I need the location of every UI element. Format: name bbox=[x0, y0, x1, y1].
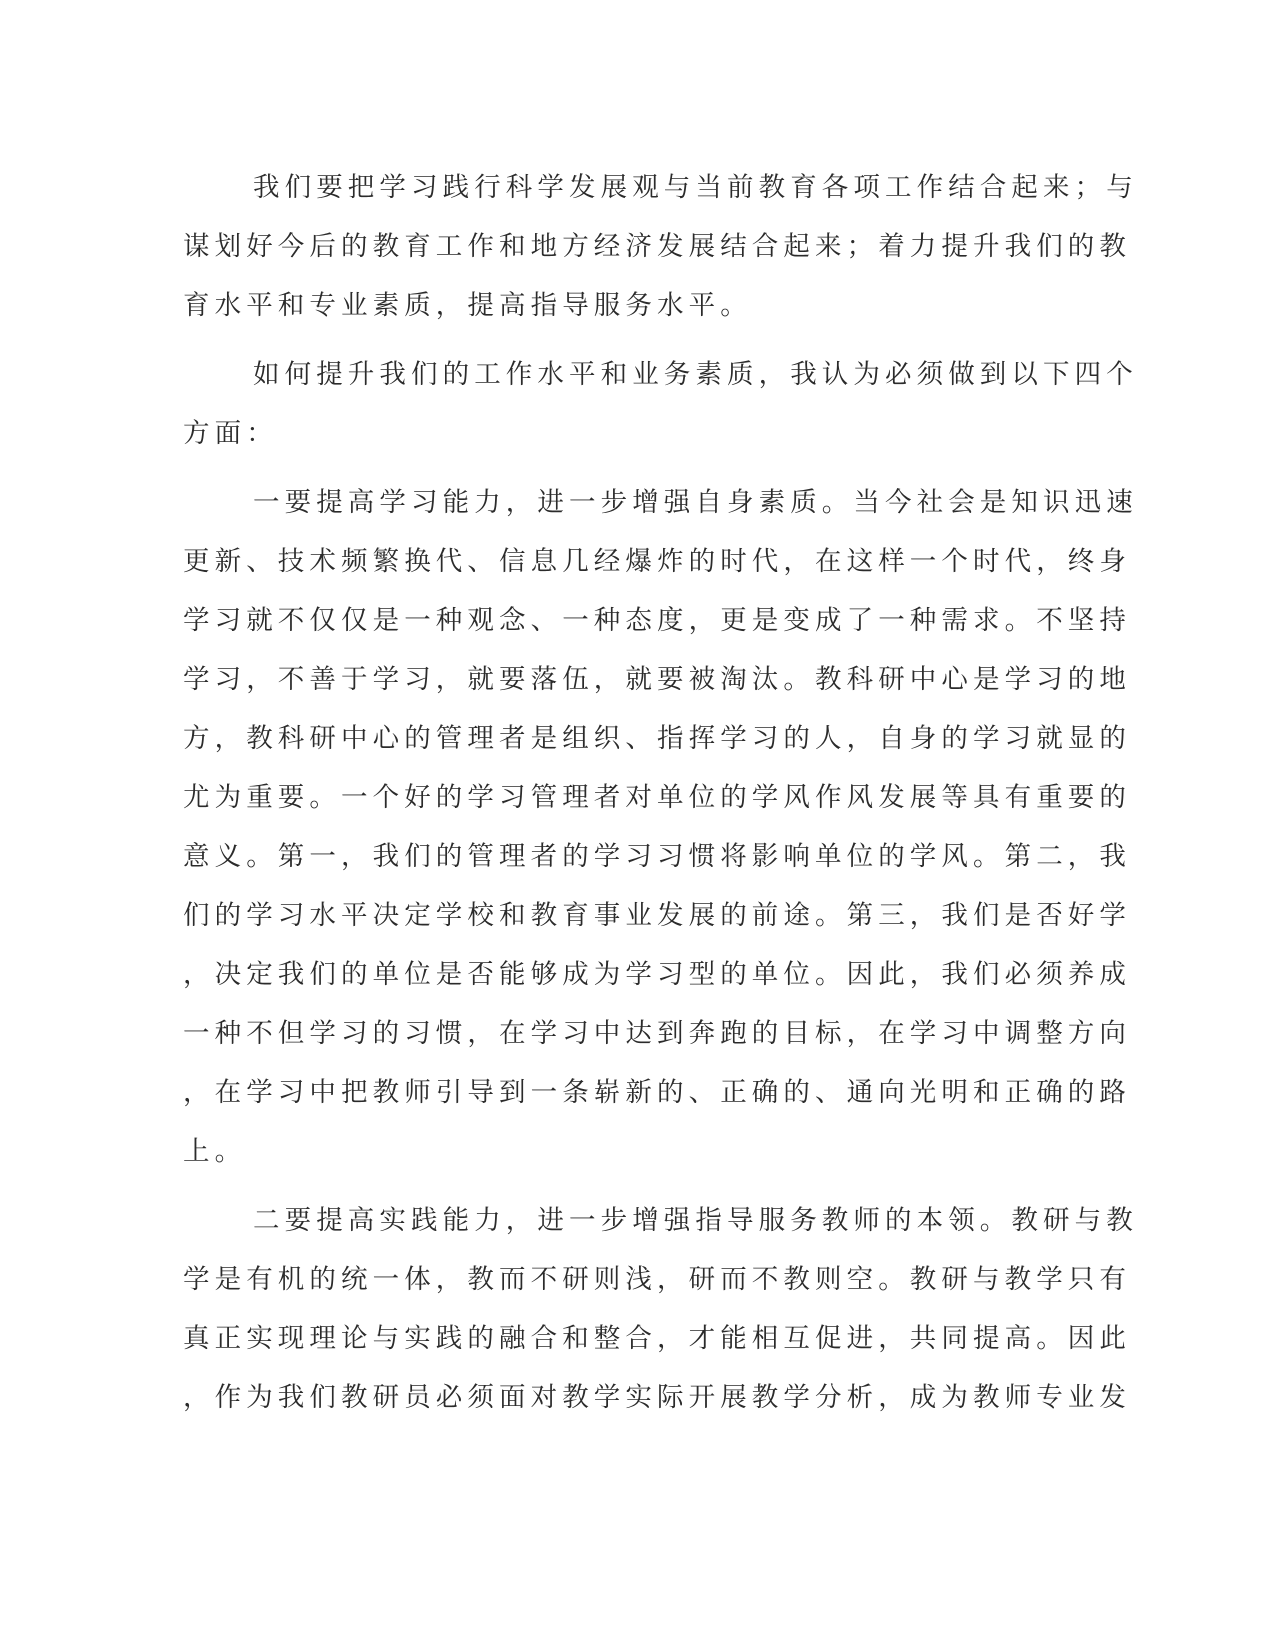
paragraph-3-line-4: 学习，不善于学习，就要落伍，就要被淘汰。教科研中心是学习的地 bbox=[183, 664, 1131, 695]
paragraph-3-line-12: 上。 bbox=[183, 1136, 247, 1167]
paragraph-3-line-5: 方，教科研中心的管理者是组织、指挥学习的人，自身的学习就显的 bbox=[183, 723, 1131, 754]
paragraph-2-line-2: 方面： bbox=[183, 418, 278, 449]
paragraph-4-line-1: 二要提高实践能力，进一步增强指导服务教师的本领。教研与教 bbox=[253, 1205, 1138, 1236]
paragraph-3-line-8: 们的学习水平决定学校和教育事业发展的前途。第三，我们是否好学 bbox=[183, 900, 1131, 931]
paragraph-4-line-4: ，作为我们教研员必须面对教学实际开展教学分析，成为教师专业发 bbox=[183, 1382, 1131, 1413]
paragraph-2-line-1: 如何提升我们的工作水平和业务素质，我认为必须做到以下四个 bbox=[253, 359, 1138, 390]
paragraph-1-line-1: 我们要把学习践行科学发展观与当前教育各项工作结合起来；与 bbox=[253, 172, 1138, 203]
paragraph-3-line-2: 更新、技术频繁换代、信息几经爆炸的时代，在这样一个时代，终身 bbox=[183, 546, 1131, 577]
paragraph-1-line-2: 谋划好今后的教育工作和地方经济发展结合起来；着力提升我们的教 bbox=[183, 231, 1131, 262]
paragraph-4-line-2: 学是有机的统一体，教而不研则浅，研而不教则空。教研与教学只有 bbox=[183, 1264, 1131, 1295]
paragraph-3-line-3: 学习就不仅仅是一种观念、一种态度，更是变成了一种需求。不坚持 bbox=[183, 605, 1131, 636]
paragraph-3-line-6: 尤为重要。一个好的学习管理者对单位的学风作风发展等具有重要的 bbox=[183, 782, 1131, 813]
paragraph-3-line-10: 一种不但学习的习惯，在学习中达到奔跑的目标，在学习中调整方向 bbox=[183, 1018, 1131, 1049]
paragraph-3-line-7: 意义。第一，我们的管理者的学习习惯将影响单位的学风。第二，我 bbox=[183, 841, 1131, 872]
paragraph-1-line-3: 育水平和专业素质，提高指导服务水平。 bbox=[183, 290, 752, 321]
paragraph-3-line-9: ，决定我们的单位是否能够成为学习型的单位。因此，我们必须养成 bbox=[183, 959, 1131, 990]
paragraph-3-line-11: ，在学习中把教师引导到一条崭新的、正确的、通向光明和正确的路 bbox=[183, 1077, 1131, 1108]
paragraph-3-line-1: 一要提高学习能力，进一步增强自身素质。当今社会是知识迅速 bbox=[253, 487, 1138, 518]
document-body bbox=[183, 158, 1138, 1427]
paragraph-4-line-3: 真正实现理论与实践的融合和整合，才能相互促进，共同提高。因此 bbox=[183, 1323, 1131, 1354]
